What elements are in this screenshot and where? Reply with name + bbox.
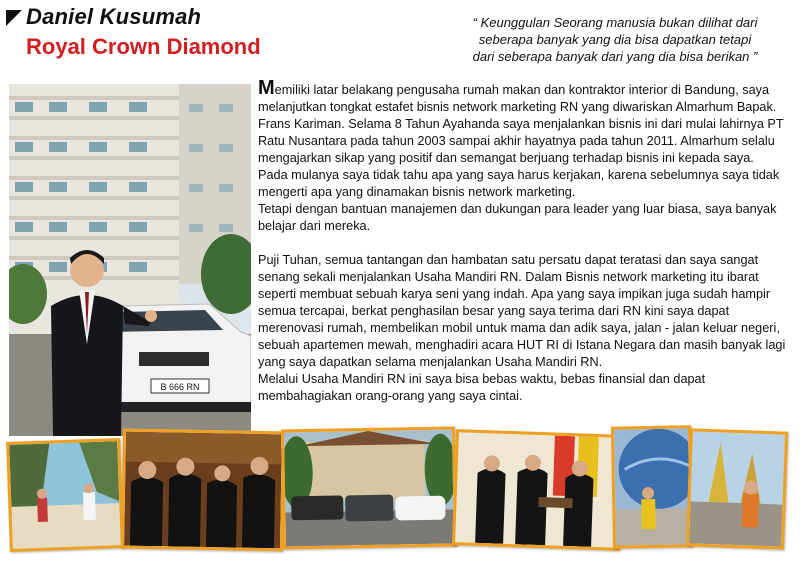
photo-award-ceremony bbox=[452, 429, 624, 551]
photo-temple bbox=[686, 428, 788, 549]
story-paragraph-1 bbox=[258, 77, 788, 167]
portrait-photo bbox=[9, 84, 251, 436]
quote-line-3: dari seberapa banyak dari yang dia bisa berikan ” bbox=[472, 49, 758, 64]
story-paragraph-5: Melalui Usaha Mandiri RN ini saya bisa bebas waktu, bebas finansial dan dapat membahagiakan orang-orang yang saya cintai. bbox=[258, 372, 706, 403]
rank-title: Royal Crown Diamond bbox=[26, 34, 261, 59]
license-plate: B 666 RN bbox=[160, 382, 200, 392]
photo-travel-globe bbox=[611, 425, 693, 548]
photo-group-formal bbox=[121, 429, 285, 552]
story-paragraph-2: Pada mulanya saya tidak tahu apa yang saya harus kerjakan, karena sebelumnya saya tidak mengerti apa yang dinamakan bisnis network marketing. bbox=[258, 168, 780, 199]
photo-beach bbox=[6, 438, 124, 552]
story-paragraph-3: Tetapi dengan bantuan manajemen dan dukungan para leader yang luar biasa, saya banyak belajar dari mereka. bbox=[258, 202, 777, 233]
header-triangle-mark bbox=[6, 10, 22, 26]
story-paragraph-1-text: emiliki latar belakang pengusaha rumah makan dan kontraktor interior di Bandung, saya melanjutkan tongkat estafet bisnis network marketing RN yang diwariskan Almarhum Bapak. Frans Kariman. Selama 8 Tahun Ayahanda saya menjalankan bisnis ini dari mulai lahirnya PT Ratu Nusantara pada tahun 2003 sampai akhir hayatnya pada tahun 2011. Almarhum selalu mengajarkan sikap yang positif dan semangat berjuang terhadap bisnis ini kepada saya. bbox=[258, 83, 784, 165]
quote-line-1: “ Keunggulan Seorang manusia bukan dilihat dari bbox=[472, 15, 758, 30]
story-paragraph-4: Puji Tuhan, semua tantangan dan hambatan satu persatu dapat teratasi dan saya sangat senang sekali menjalankan Usaha Mandiri RN. Dalam Bisnis network marketing itu ibarat seperti membuat sebuah karya seni yang indah. Apa yang saya impikan juga sudah hampir semua tercapai, berkat penghasilan besar yang saya terima dari RN kini saya dapat merenovasi rumah, membelikan mobil untuk mama dan adik saya, jalan - jalan keluar negeri, sebuah apartemen mewah, menghadiri acara HUT RI di Istana Negara dan masih banyak lagi yang saya dapatkan selama menjalankan Usaha Mandiri RN. bbox=[258, 253, 786, 369]
photo-cars-house bbox=[281, 426, 457, 549]
motto-quote bbox=[440, 14, 790, 65]
quote-line-2: seberapa banyak yang dia bisa dapatkan tetapi bbox=[478, 32, 752, 47]
story-text bbox=[258, 77, 788, 405]
person-name: Daniel Kusumah bbox=[26, 4, 202, 29]
drop-cap: M bbox=[258, 77, 275, 99]
